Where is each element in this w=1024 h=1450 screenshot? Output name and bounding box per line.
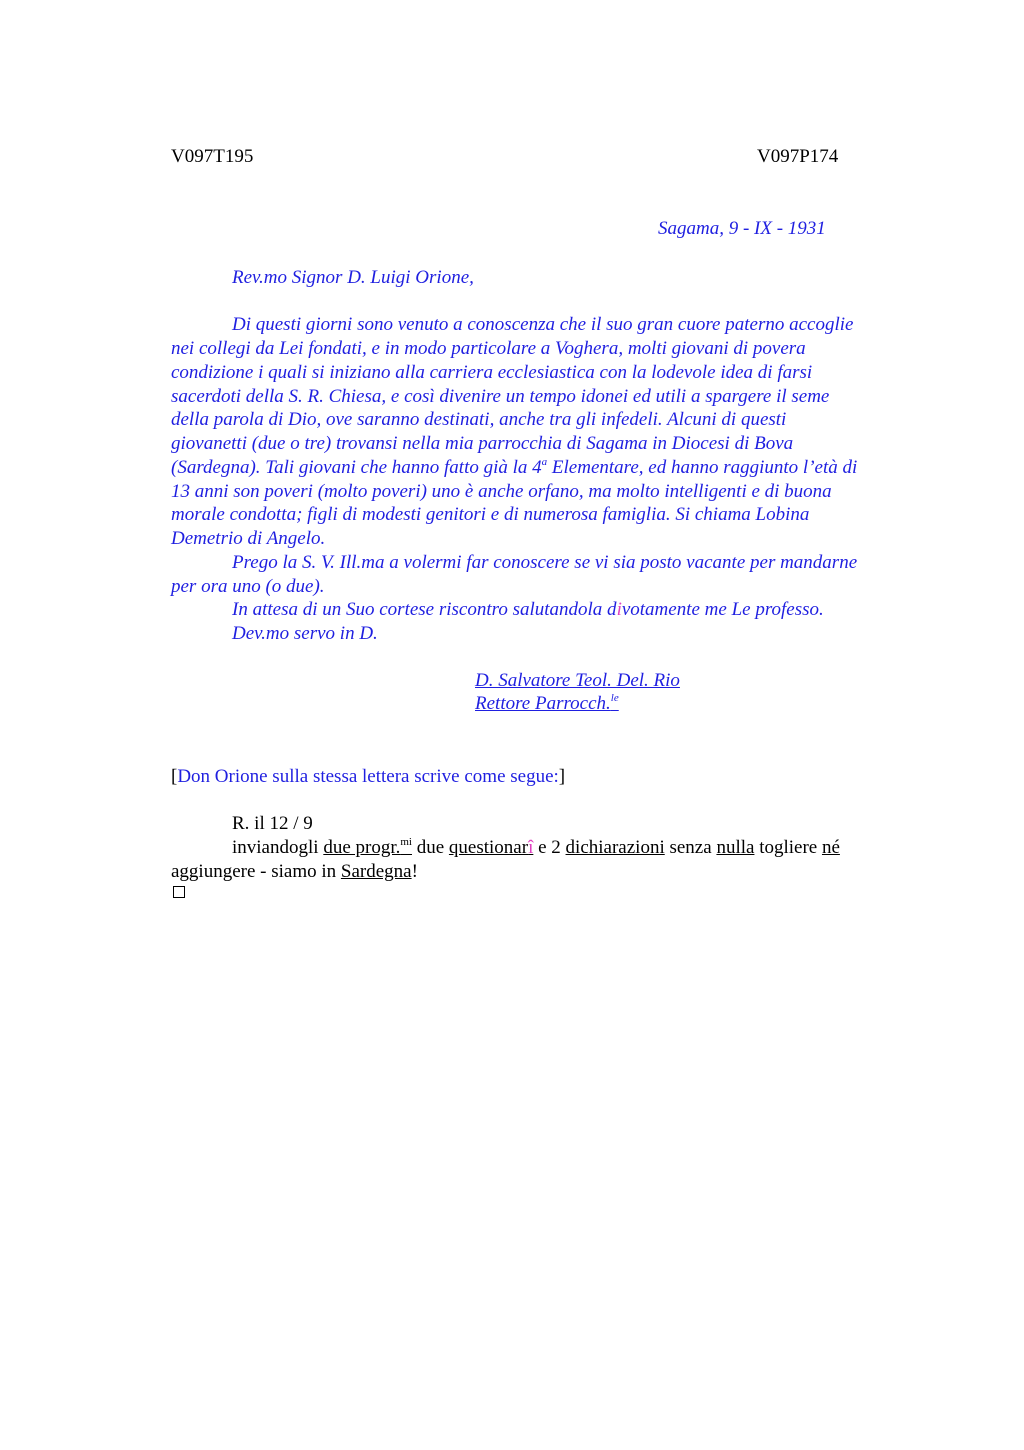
bracket: ] — [558, 766, 566, 787]
underlined-word-text: questionar — [448, 837, 529, 858]
letter-text-line: Di questi giorni sono venuto a conoscenza che il suo gran cuore paterno accoglie — [232, 314, 854, 335]
reply-date: R. il 12 / 9 — [232, 813, 313, 834]
underlined-word: né — [821, 837, 840, 858]
letter-text-line: sacerdoti della S. R. Chiesa, e così divenire un tempo idonei ed utili a spargere il seme — [171, 386, 830, 407]
letter-closing: Dev.mo servo in D. — [232, 623, 378, 644]
letter-text-line: morale condotta; figli di modesti genitori e di numerosa famiglia. Si chiama Lobina — [171, 504, 810, 525]
letter-salutation: Rev.mo Signor D. Luigi Orione, — [232, 267, 474, 288]
superscript: le — [610, 692, 619, 704]
reply-word: ! — [411, 861, 418, 882]
editorial-note-text: Don Orione sulla stessa lettera scrive come segue: — [177, 766, 559, 787]
signature-title-text: Rettore Parrocch. — [475, 693, 611, 714]
reply-text-line — [171, 860, 418, 884]
reply-word: senza — [664, 837, 717, 858]
end-marker-box — [173, 886, 185, 898]
letter-text-line: Demetrio di Angelo. — [171, 528, 326, 549]
document-code-left: V097T195 — [171, 146, 254, 167]
superscript: mi — [400, 836, 412, 848]
underlined-word — [449, 837, 533, 858]
superscript: a — [541, 456, 548, 468]
editorial-note — [171, 765, 565, 789]
reply-word: e 2 — [533, 837, 566, 858]
reply-word: due — [411, 837, 449, 858]
reply-word: aggiungere - siamo in — [171, 861, 341, 882]
signature-name: D. Salvatore Teol. Del. Rio — [475, 670, 680, 691]
letter-text-line: per ora uno (o due). — [171, 576, 325, 597]
letter-text-line: condizione i quali si iniziano alla carriera ecclesiastica con la lodevole idea di farsi — [171, 362, 813, 383]
letter-text-segment: Elementare, ed hanno raggiunto l’età di — [547, 457, 858, 478]
letter-text-line: 13 anni son poveri (molto poveri) uno è anche orfano, ma molto intelligenti e di buona — [171, 481, 832, 502]
underlined-word-text: due progr. — [323, 837, 401, 858]
reply-text-line — [232, 836, 840, 860]
letter-text-line: giovanetti (due o tre) trovansi nella mia parrocchia di Sagama in Diocesi di Bova — [171, 433, 794, 454]
correction-mark: î — [528, 837, 534, 858]
letter-text-line: Prego la S. V. Ill.ma a volermi far conoscere se vi sia posto vacante per mandarne — [232, 552, 858, 573]
signature-title — [475, 693, 619, 715]
letter-text-segment: In attesa di un Suo cortese riscontro salutandola d — [232, 599, 617, 620]
letter-text-line — [171, 456, 857, 480]
bracket: [ — [171, 766, 178, 787]
letter-date: Sagama, 9 - IX - 1931 — [658, 218, 826, 239]
underlined-word: nulla — [716, 837, 755, 858]
letter-text-line: della parola di Dio, ove saranno destinati, anche tra gli infedeli. Alcuni di questi — [171, 409, 787, 430]
letter-text-segment: votamente me Le professo. — [621, 599, 824, 620]
underlined-word: Sardegna — [340, 861, 412, 882]
document-code-right: V097P174 — [757, 146, 839, 167]
letter-text-segment: (Sardegna). Tali giovani che hanno fatto già la 4 — [171, 457, 542, 478]
correction-mark: i — [616, 599, 622, 620]
letter-text-line — [232, 598, 824, 622]
letter-text-line: nei collegi da Lei fondati, e in modo particolare a Voghera, molti giovani di povera — [171, 338, 806, 359]
underlined-word: dichiarazioni — [565, 837, 665, 858]
underlined-word — [323, 837, 412, 858]
reply-word: togliere — [754, 837, 822, 858]
reply-word: inviandogli — [232, 837, 324, 858]
